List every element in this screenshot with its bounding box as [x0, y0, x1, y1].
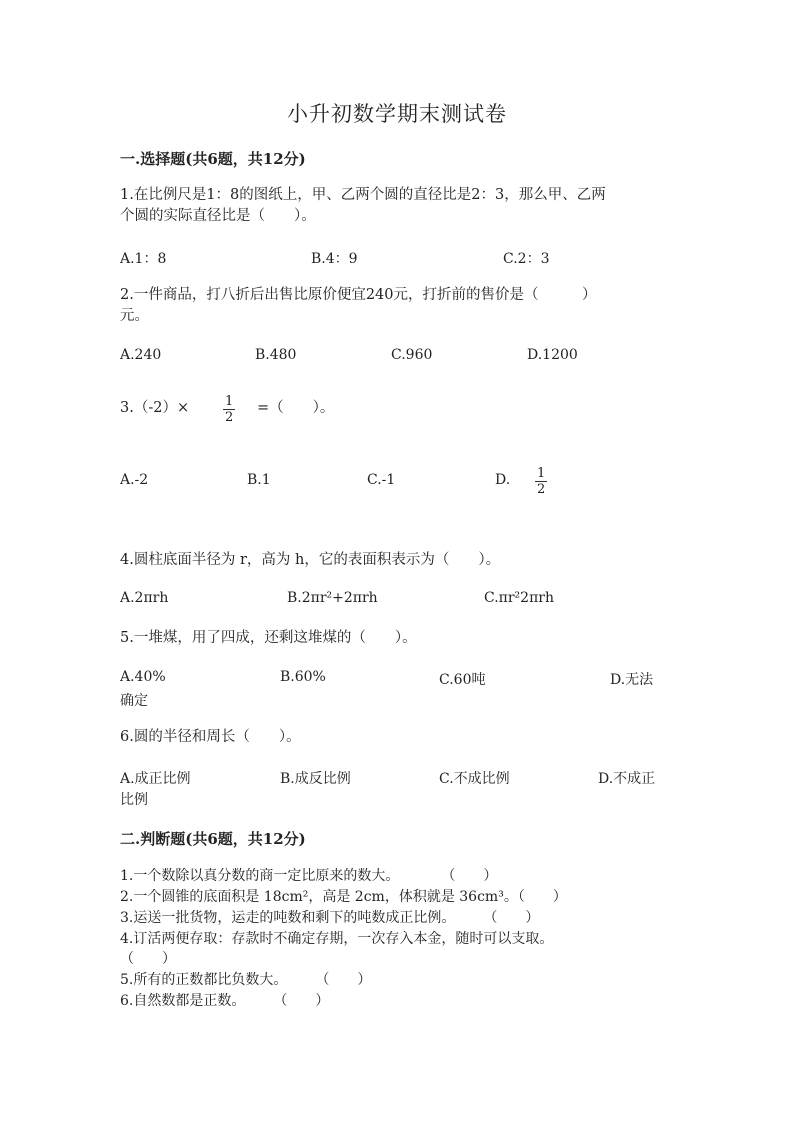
q5-option-c[interactable]: C.60吨 [439, 672, 486, 688]
question-1-line-1: 1.在比例尺是1：8的图纸上，甲、乙两个圆的直径比是2：3，那么甲、乙两 [120, 187, 606, 203]
q6-option-d-wrap: 比例 [120, 792, 148, 808]
question-3-prefix: 3.（-2）× [120, 400, 190, 416]
fraction-numerator: 1 [537, 466, 546, 481]
page-title: 小升初数学期末测试卷 [287, 102, 507, 126]
q2-option-b[interactable]: B.480 [255, 347, 297, 363]
question-2-line-2: 元。 [120, 308, 149, 324]
question-3-suffix: =（ ）。 [257, 400, 335, 416]
q4-option-c[interactable]: C.πr²2πrh [484, 590, 554, 606]
q6-option-d[interactable]: D.不成正 [598, 771, 656, 787]
q5-option-b[interactable]: B.60% [280, 669, 326, 685]
judgment-item-4: 4.订活两便存取：存款时不确定存期，一次存入本金，随时可以支取。 [120, 931, 554, 947]
q4-option-a[interactable]: A.2πrh [120, 590, 169, 606]
section-heading-judgment: 二.判断题(共6题，共12分) [120, 830, 306, 848]
q4-option-b[interactable]: B.2πr²+2πrh [287, 590, 378, 606]
question-6-line-1: 6.圆的半径和周长（ ）。 [120, 729, 301, 745]
fraction-denominator: 2 [225, 410, 234, 425]
fraction-denominator: 2 [537, 482, 546, 497]
q1-option-b[interactable]: B.4：9 [311, 251, 358, 267]
section-heading-choice: 一.选择题(共6题，共12分) [120, 150, 306, 168]
question-2-line-1: 2.一件商品，打八折后出售比原价便宜240元，打折前的售价是（ ） [120, 287, 597, 303]
judgment-item-1: 1.一个数除以真分数的商一定比原来的数大。 （ ） [120, 868, 498, 884]
judgment-item-4-bracket: （ ） [120, 951, 176, 967]
q6-option-b[interactable]: B.成反比例 [280, 771, 351, 787]
q5-option-a[interactable]: A.40% [120, 669, 166, 685]
q5-option-d-wrap: 确定 [120, 693, 148, 709]
q3-option-d-fraction [535, 466, 547, 497]
fraction-numerator: 1 [225, 394, 234, 409]
q6-option-a[interactable]: A.成正比例 [120, 771, 191, 787]
q3-option-a[interactable]: A.-2 [120, 472, 149, 488]
q2-option-d[interactable]: D.1200 [527, 347, 578, 363]
q2-option-a[interactable]: A.240 [120, 347, 162, 363]
judgment-item-2: 2.一个圆锥的底面积是 18cm²，高是 2cm，体积就是 36cm³。（ ） [120, 889, 567, 905]
question-3-fraction [223, 394, 235, 425]
q3-option-c[interactable]: C.-1 [367, 472, 396, 488]
q1-option-c[interactable]: C.2：3 [503, 251, 550, 267]
question-5-line-1: 5.一堆煤，用了四成，还剩这堆煤的（ ）。 [120, 630, 417, 646]
judgment-item-5: 5.所有的正数都比负数大。 （ ） [120, 972, 372, 988]
q1-option-a[interactable]: A.1：8 [120, 251, 167, 267]
judgment-item-6: 6.自然数都是正数。 （ ） [120, 993, 330, 1009]
q2-option-c[interactable]: C.960 [391, 347, 433, 363]
question-4-line-1: 4.圆柱底面半径为 r，高为 h，它的表面积表示为（ ）。 [120, 552, 501, 568]
q6-option-c[interactable]: C.不成比例 [439, 771, 510, 787]
question-1-line-2: 个圆的实际直径比是（ ）。 [120, 208, 316, 224]
q3-option-d[interactable]: D. [495, 472, 511, 488]
q5-option-d[interactable]: D.无法 [610, 672, 654, 688]
q3-option-b[interactable]: B.1 [247, 472, 271, 488]
judgment-item-3: 3.运送一批货物，运走的吨数和剩下的吨数成正比例。 （ ） [120, 910, 540, 926]
